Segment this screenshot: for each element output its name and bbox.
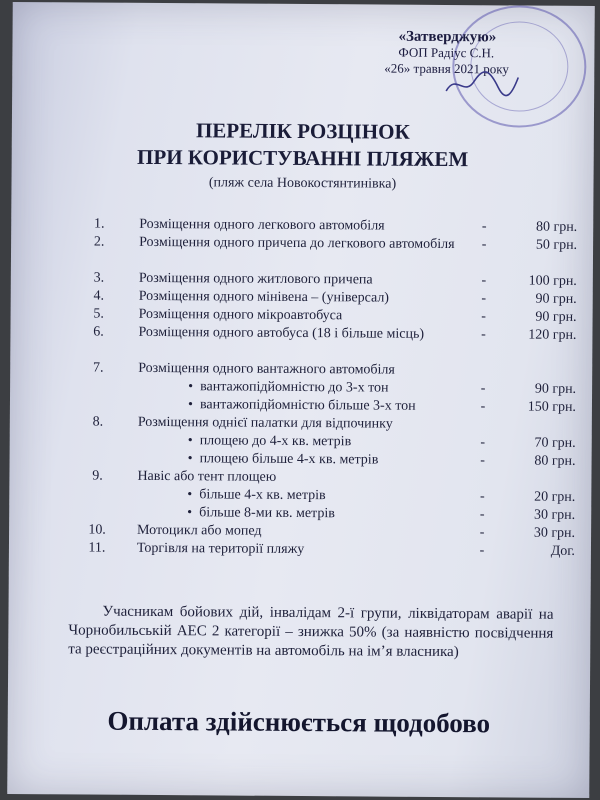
price-dash: - (480, 435, 486, 451)
item-label: більше 8-ми кв. метрів (199, 505, 335, 522)
price-dash: - (480, 453, 485, 469)
item-number: 3. (93, 270, 105, 286)
item-text (188, 451, 518, 469)
item-text (188, 433, 518, 451)
item-label: Розміщення одного вантажного автомобіля (138, 360, 395, 378)
item-number: 4. (93, 288, 105, 304)
item-label: Мотоцикл або мопед (137, 522, 262, 539)
price-row (10, 432, 592, 451)
item-price: 50 грн. (535, 237, 578, 253)
item-label: вантажопідйомністю більше 3-х тон (199, 397, 416, 414)
price-row (9, 486, 591, 505)
item-price: 30 грн. (533, 525, 576, 541)
item-number: 2. (93, 234, 105, 250)
item-text (139, 307, 469, 325)
item-label: більше 4-х кв. метрів (199, 487, 326, 504)
price-dash: - (481, 327, 486, 343)
item-number: 6. (93, 324, 104, 340)
handwritten-signature (442, 67, 522, 102)
price-dash: - (481, 291, 487, 307)
item-text (137, 469, 467, 487)
item-label: Розміщення одного причепа до легкового автомобіля (139, 234, 455, 253)
item-label: Розміщення одного житлового причепа (138, 270, 373, 288)
item-text (188, 379, 518, 397)
discount-note: Учасникам бойових дій, інвалідам 2-ї групи, ліквідаторам аварії на Чорнобильській АЕС 2 категорії – знижка 50% (за наявністю посвідчення та реєстраційних документів на автомобіль на ім’я власника) (68, 603, 554, 661)
item-text (138, 325, 468, 343)
item-label: вантажопідйомністю до 3-х тон (200, 379, 389, 396)
item-text (137, 523, 467, 541)
bullet-icon: • (188, 379, 194, 395)
item-text (139, 271, 469, 289)
price-dash: - (479, 525, 485, 541)
item-price: 120 грн. (528, 327, 577, 343)
item-text (187, 487, 517, 505)
item-label: Розміщення одного легкового автомобіля (139, 216, 385, 234)
item-text (139, 217, 469, 235)
item-price: 90 грн. (535, 291, 577, 307)
page-title (12, 116, 594, 174)
item-label: Розміщення одного мінівена – (універсал) (138, 288, 390, 306)
item-number: 9. (92, 468, 103, 484)
bullet-icon: • (187, 505, 193, 521)
item-number: 1. (93, 216, 105, 232)
item-number: 7. (92, 360, 104, 376)
price-dash: - (481, 237, 487, 253)
item-text (138, 361, 468, 379)
title-line-1: ПЕРЕЛІК РОЗЦІНОК (195, 118, 410, 144)
item-price: 100 грн. (528, 273, 577, 289)
price-dash: - (481, 309, 486, 325)
item-price: 20 грн. (534, 489, 576, 505)
item-price: Дог. (550, 543, 576, 559)
item-text (139, 289, 469, 307)
bullet-icon: • (187, 433, 193, 449)
item-text (187, 505, 517, 523)
item-price: 150 грн. (527, 399, 577, 415)
price-dash: - (481, 273, 487, 289)
bullet-icon: • (187, 487, 193, 503)
approval-date: «26» травня 2021 року (384, 60, 509, 77)
item-label: площею до 4-х кв. метрів (199, 433, 352, 450)
price-list-sheet (7, 2, 595, 798)
price-dash: - (480, 399, 486, 415)
bullet-icon: • (187, 451, 193, 467)
price-list (11, 210, 593, 559)
title-line-2: ПРИ КОРИСТУВАННІ ПЛЯЖЕМ (137, 144, 469, 172)
item-price: 80 грн. (535, 219, 578, 235)
item-text (138, 415, 468, 433)
price-dash: - (479, 489, 485, 505)
item-price: 90 грн. (534, 381, 577, 397)
item-label: Навіс або тент площею (137, 468, 277, 485)
item-label: Розміщення одного мікроавтобуса (138, 306, 343, 324)
price-dash: - (479, 543, 485, 559)
item-price: 70 грн. (534, 435, 576, 451)
price-row (10, 378, 592, 397)
item-label: Розміщення одного автобуса (18 і більше місць) (138, 324, 425, 342)
item-text (139, 235, 469, 253)
item-number: 8. (92, 414, 104, 430)
item-label: Розміщення однієї палатки для відпочинку (137, 414, 393, 432)
item-label: Торгівля на території пляжу (136, 540, 305, 558)
item-number: 11. (88, 540, 106, 556)
price-dash: - (481, 219, 487, 235)
payment-note: Оплата здійснюється щодобово (107, 705, 491, 739)
item-price: 80 грн. (534, 453, 576, 469)
item-label: площею більше 4-х кв. метрів (199, 451, 379, 468)
price-dash: - (480, 381, 486, 397)
item-price: 30 грн. (533, 507, 576, 523)
approval-title: «Затверджую» (398, 28, 497, 46)
price-dash: - (479, 507, 485, 523)
bullet-icon: • (187, 397, 193, 413)
page-subtitle: (пляж села Новокостянтинівка) (208, 175, 397, 192)
item-number: 5. (93, 306, 104, 322)
item-text (188, 397, 518, 415)
item-text (137, 541, 467, 559)
item-number: 10. (88, 522, 106, 538)
price-row (10, 360, 592, 378)
price-row (11, 270, 593, 289)
item-price: 90 грн. (535, 309, 577, 325)
price-row (11, 216, 593, 235)
approval-signatory: ФОП Радіус С.Н. (398, 44, 495, 61)
